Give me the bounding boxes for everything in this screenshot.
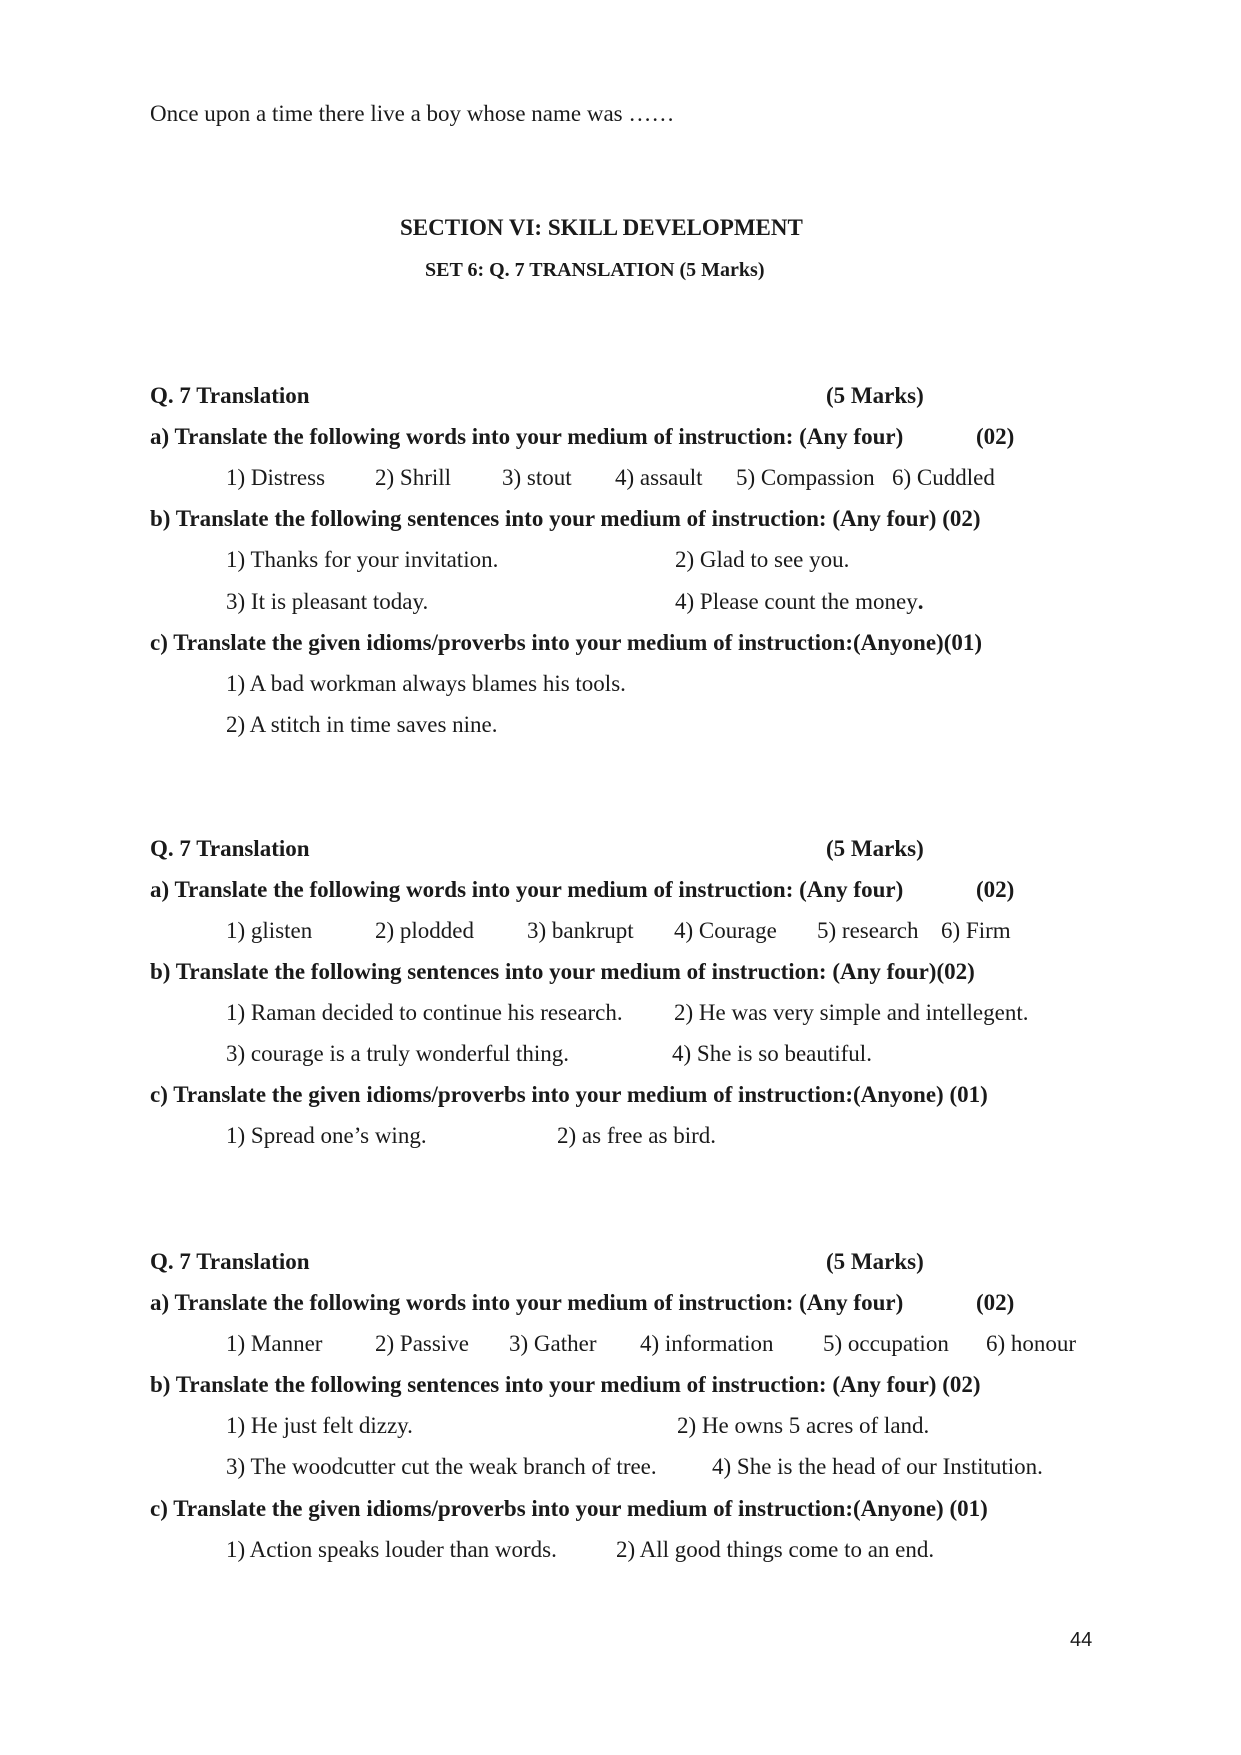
part-a-heading: a) Translate the following words into your medium of instruction: (Any four) <box>150 424 904 449</box>
part-b-heading: b) Translate the following sentences into your medium of instruction: (Any four)(02) <box>150 959 975 984</box>
part-b-heading: b) Translate the following sentences into your medium of instruction: (Any four) (02) <box>150 1372 981 1397</box>
sentence-item: 2) He was very simple and intellegent. <box>674 1000 1029 1025</box>
sentence-item <box>675 588 923 616</box>
word-item: 4) assault <box>615 465 703 490</box>
word-item: 2) Shrill <box>375 465 452 490</box>
word-item: 1) Manner <box>226 1331 323 1356</box>
word-item: 4) information <box>640 1331 774 1356</box>
word-item: 6) honour <box>986 1331 1077 1356</box>
part-a-marks: (02) <box>976 877 1015 902</box>
word-item: 2) Passive <box>375 1331 469 1356</box>
part-c-heading: c) Translate the given idioms/proverbs into your medium of instruction:(Anyone) (01) <box>150 1496 988 1521</box>
sentence-item: 1) Thanks for your invitation. <box>226 547 499 572</box>
set-title: SET 6: Q. 7 TRANSLATION (5 Marks) <box>425 259 765 281</box>
word-item: 6) Firm <box>941 918 1011 943</box>
question-marks: (5 Marks) <box>826 383 924 408</box>
idiom-item: 2) A stitch in time saves nine. <box>226 712 498 737</box>
sentence-item: 2) He owns 5 acres of land. <box>677 1413 930 1438</box>
question-marks: (5 Marks) <box>826 1249 924 1274</box>
part-a-marks: (02) <box>976 1290 1015 1315</box>
word-item: 5) Compassion <box>736 465 875 490</box>
question-title: Q. 7 Translation <box>150 836 310 861</box>
sentence-item: 4) She is so beautiful. <box>672 1041 872 1066</box>
sentence-item: 4) She is the head of our Institution. <box>712 1454 1043 1479</box>
word-item: 2) plodded <box>375 918 475 943</box>
page-number: 44 <box>1070 1629 1093 1651</box>
word-item: 3) Gather <box>509 1331 597 1356</box>
sentence-item: 3) The woodcutter cut the weak branch of tree. <box>226 1454 657 1479</box>
idiom-item: 2) as free as bird. <box>557 1123 717 1148</box>
idiom-item: 1) Action speaks louder than words. <box>226 1537 557 1562</box>
part-c-heading: c) Translate the given idioms/proverbs into your medium of instruction:(Anyone)(01) <box>150 630 983 655</box>
word-item: 5) occupation <box>823 1331 949 1356</box>
section-title: SECTION VI: SKILL DEVELOPMENT <box>400 215 803 240</box>
intro-line: Once upon a time there live a boy whose name was …… <box>150 101 675 126</box>
word-item: 4) Courage <box>674 918 777 943</box>
idiom-item: 2) All good things come to an end. <box>616 1537 935 1562</box>
sentence-text: 4) Please count the money <box>675 589 918 614</box>
question-marks: (5 Marks) <box>826 836 924 861</box>
question-title: Q. 7 Translation <box>150 1249 310 1274</box>
word-item: 3) bankrupt <box>527 918 634 943</box>
part-a-marks: (02) <box>976 424 1015 449</box>
question-title: Q. 7 Translation <box>150 383 310 408</box>
word-item: 6) Cuddled <box>892 465 995 490</box>
sentence-item: 1) He just felt dizzy. <box>226 1413 413 1438</box>
sentence-item: 1) Raman decided to continue his research. <box>226 1000 623 1025</box>
word-item: 1) glisten <box>226 918 313 943</box>
word-item: 3) stout <box>502 465 572 490</box>
part-a-heading: a) Translate the following words into your medium of instruction: (Any four) <box>150 1290 904 1315</box>
word-item: 5) research <box>817 918 919 943</box>
part-a-heading: a) Translate the following words into your medium of instruction: (Any four) <box>150 877 904 902</box>
part-c-heading: c) Translate the given idioms/proverbs into your medium of instruction:(Anyone) (01) <box>150 1082 988 1107</box>
part-b-heading: b) Translate the following sentences into your medium of instruction: (Any four) (02) <box>150 506 981 531</box>
sentence-item: 2) Glad to see you. <box>675 547 850 572</box>
sentence-item: 3) courage is a truly wonderful thing. <box>226 1041 569 1066</box>
idiom-item: 1) Spread one’s wing. <box>226 1123 427 1148</box>
sentence-item: 3) It is pleasant today. <box>226 589 429 614</box>
idiom-item: 1) A bad workman always blames his tools. <box>226 671 626 696</box>
sentence-period: . <box>917 589 924 614</box>
word-item: 1) Distress <box>226 465 326 490</box>
